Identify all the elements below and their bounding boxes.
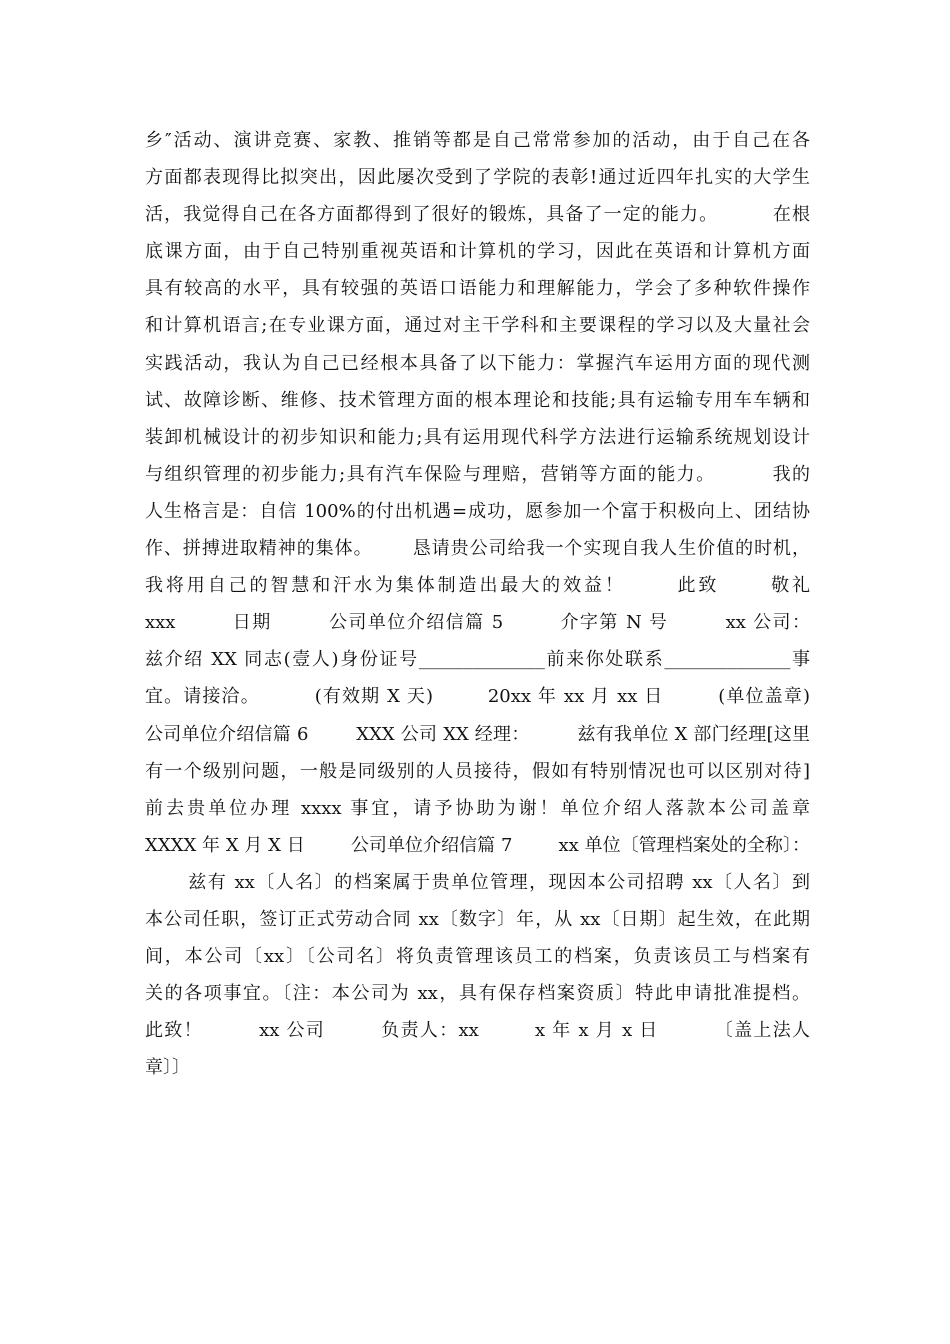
text-line: 与组织管理的初步能力;具有汽车保险与理赔，营销等方面的能力。 我的 (145, 463, 810, 485)
text-line: 公司单位介绍信篇 6 XXX 公司 XX 经理： 兹有我单位 X 部门经理[这里 (145, 723, 810, 745)
text-line: 此致！ xx 公司 负责人：xx x 年 x 月 x 日 〔盖上法人 (145, 1020, 810, 1042)
text-line: 我将用自己的智慧和汗水为集体制造出最大的效益！ 此致 敬礼 (145, 575, 810, 597)
text-line: 前去贵单位办理 xxxx 事宜，请予协助为谢！单位介绍人落款本公司盖章 (145, 797, 810, 819)
text-line: 作、拼搏进取精神的集体。 恳请贵公司给我一个实现自我人生价值的时机， (145, 538, 810, 560)
text-line: xxx 日期 公司单位介绍信篇 5 介字第 N 号 xx 公司： (145, 612, 810, 634)
text-line: 章〕〕 (145, 1057, 190, 1079)
text-line: 活，我觉得自己在各方面都得到了很好的锻炼，具备了一定的能力。 在根 (145, 204, 810, 226)
document-body (145, 122, 810, 1086)
text-line: 装卸机械设计的初步知识和能力;具有运用现代科学方法进行运输系统规划设计 (145, 426, 810, 448)
text-line: 方面都表现得比拟突出，因此屡次受到了学院的表彰!通过近四年扎实的大学生 (145, 167, 810, 189)
text-line: 乡″活动、演讲竞赛、家教、推销等都是自己常常参加的活动，由于自己在各 (145, 130, 810, 151)
text-line: 本公司任职，签订正式劳动合同 xx〔数字〕年，从 xx〔日期〕起生效，在此期 (145, 908, 810, 930)
text-line: 间，本公司〔xx〕〔公司名〕将负责管理该员工的档案，负责该员工与档案有 (145, 946, 810, 968)
text-line: 和计算机语言;在专业课方面，通过对主干学科和主要课程的学习以及大量社会 (145, 315, 810, 337)
text-line: 兹有 xx〔人名〕的档案属于贵单位管理，现因本公司招聘 xx〔人名〕到 (145, 871, 810, 893)
text-line: XXXX 年 X 月 X 日 公司单位介绍信篇 7 xx 单位〔管理档案处的全称〕： (145, 834, 810, 856)
text-line: 人生格言是：自信 100%的付出机遇=成功，愿参加一个富于积极向上、团结协 (145, 500, 810, 522)
text-line: 底课方面，由于自己特别重视英语和计算机的学习，因此在英语和计算机方面 (145, 241, 810, 263)
text-line: 宜。请接洽。 (有效期 X 天) 20xx 年 xx 月 xx 日 (单位盖章) (145, 686, 810, 708)
text-line: 兹介绍 XX 同志(壹人)身份证号______________前来你处联系______________事 (145, 649, 810, 671)
text-line: 有一个级别问题，一般是同级别的人员接待，假如有特别情况也可以区别对待] (145, 760, 810, 782)
text-line: 关的各项事宜。〔注：本公司为 xx，具有保存档案资质〕特此申请批准提档。 (145, 983, 810, 1005)
text-line: 实践活动，我认为自己已经根本具备了以下能力：掌握汽车运用方面的现代测 (145, 352, 810, 374)
text-line: 具有较高的水平，具有较强的英语口语能力和理解能力，学会了多种软件操作 (145, 278, 810, 300)
text-line: 试、故障诊断、维修、技术管理方面的根本理论和技能;具有运输专用车车辆和 (145, 389, 810, 411)
